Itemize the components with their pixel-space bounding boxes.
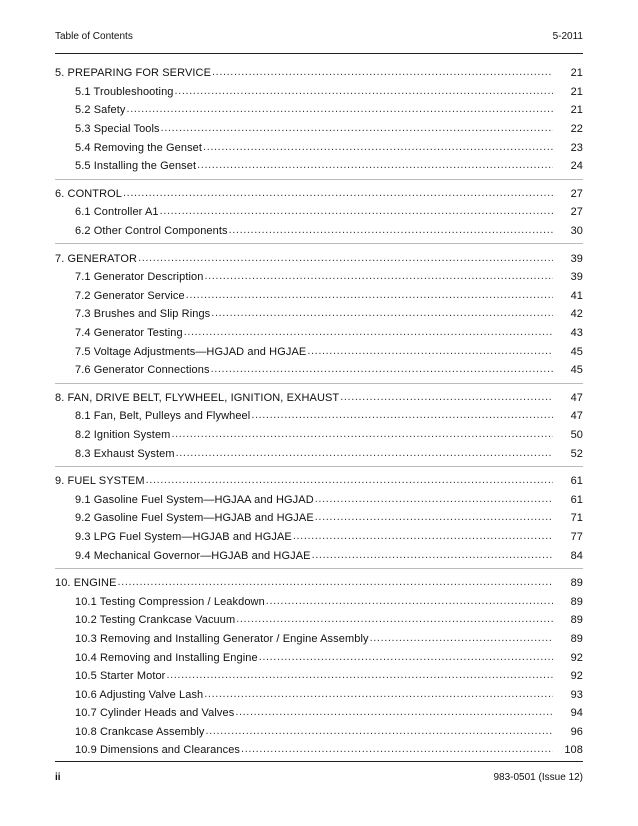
toc-subentry[interactable] [55, 287, 583, 306]
toc-entry-page: 50 [570, 428, 583, 441]
toc-entry-title: 5. PREPARING FOR SERVICE [55, 67, 212, 80]
footer-rule [55, 761, 583, 762]
toc-entry-title: 6.2 Other Control Components [75, 225, 228, 238]
toc-entry-title: 9.4 Mechanical Governor—HGJAB and HGJAE [75, 549, 311, 562]
dot-leader [307, 346, 553, 358]
toc-section-entry[interactable] [55, 185, 583, 204]
toc-entry-title: 7.3 Brushes and Slip Rings [75, 308, 211, 321]
dot-leader [211, 364, 553, 376]
toc-entry-page: 39 [570, 252, 583, 265]
toc-subentry[interactable] [55, 444, 583, 463]
header-title: Table of Contents [55, 30, 133, 42]
toc-entry-page: 89 [570, 595, 583, 608]
toc-subentry[interactable] [55, 407, 583, 426]
dot-leader [166, 670, 553, 682]
dot-leader [203, 142, 553, 154]
toc-entry-page: 27 [570, 206, 583, 219]
dot-leader [127, 104, 553, 116]
toc-entry-page: 45 [570, 345, 583, 358]
toc-entry-page: 108 [564, 744, 583, 757]
toc-entry-title: 8.1 Fan, Belt, Pulleys and Flywheel [75, 410, 251, 423]
toc-entry-title: 10.7 Cylinder Heads and Valves [75, 707, 235, 720]
document-page [55, 0, 583, 826]
dot-leader [186, 290, 553, 302]
toc-entry-title: 7. GENERATOR [55, 252, 138, 265]
toc-entry-title: 10. ENGINE [55, 577, 117, 590]
dot-leader [229, 225, 553, 237]
toc-entry-title: 9.2 Gasoline Fuel System—HGJAB and HGJAE [75, 512, 314, 525]
toc-entry-title: 5.2 Safety [75, 104, 126, 117]
toc-subentry[interactable] [55, 305, 583, 324]
toc-subentry[interactable] [55, 648, 583, 667]
dot-leader [138, 253, 553, 265]
toc-entry-title: 8. FAN, DRIVE BELT, FLYWHEEL, IGNITION, EXHAUST [55, 391, 340, 404]
toc-entry-title: 10.3 Removing and Installing Generator / Engine Assembly [75, 632, 369, 645]
toc-section-entry[interactable] [55, 249, 583, 268]
toc-entry-title: 7.6 Generator Connections [75, 364, 210, 377]
toc-entry-page: 23 [570, 141, 583, 154]
toc-entry-page: 22 [570, 123, 583, 136]
toc-entry-title: 5.3 Special Tools [75, 123, 160, 136]
toc-entry-page: 84 [570, 549, 583, 562]
toc-subentry[interactable] [55, 120, 583, 139]
dot-leader [259, 652, 553, 664]
toc-section-entry[interactable] [55, 574, 583, 593]
toc-section [55, 64, 583, 180]
toc-subentry[interactable] [55, 704, 583, 723]
toc-subentry[interactable] [55, 685, 583, 704]
page-footer [55, 770, 583, 784]
toc-entry-page: 89 [570, 632, 583, 645]
toc-subentry[interactable] [55, 83, 583, 102]
toc-entry-page: 77 [570, 530, 583, 543]
toc-entry-page: 27 [570, 187, 583, 200]
toc-subentry[interactable] [55, 361, 583, 380]
dot-leader [123, 188, 553, 200]
toc-subentry[interactable] [55, 528, 583, 547]
toc-entry-title: 10.8 Crankcase Assembly [75, 725, 205, 738]
dot-leader [315, 512, 553, 524]
header-rule [55, 53, 583, 54]
toc-subentry[interactable] [55, 324, 583, 343]
toc-entry-page: 43 [570, 327, 583, 340]
toc-entry-title: 10.5 Starter Motor [75, 670, 166, 683]
toc-subentry[interactable] [55, 203, 583, 222]
dot-leader [251, 410, 553, 422]
dot-leader [175, 86, 553, 98]
toc-subentry[interactable] [55, 546, 583, 565]
toc-entry-page: 89 [570, 577, 583, 590]
toc-subentry[interactable] [55, 611, 583, 630]
toc-subentry[interactable] [55, 723, 583, 742]
toc-entry-title: 5.1 Troubleshooting [75, 85, 174, 98]
toc-subentry[interactable] [55, 741, 583, 760]
toc-entry-page: 61 [570, 475, 583, 488]
dot-leader [370, 633, 553, 645]
toc-entry-page: 30 [570, 225, 583, 238]
toc-entry-page: 21 [570, 67, 583, 80]
toc-entry-title: 9.1 Gasoline Fuel System—HGJAA and HGJAD [75, 493, 314, 506]
toc-subentry[interactable] [55, 509, 583, 528]
toc-entry-title: 7.1 Generator Description [75, 271, 204, 284]
toc-entry-title: 10.2 Testing Crankcase Vacuum [75, 614, 236, 627]
toc-entry-page: 71 [570, 512, 583, 525]
dot-leader [205, 726, 553, 738]
dot-leader [184, 327, 553, 339]
toc-entry-page: 89 [570, 614, 583, 627]
toc-subentry[interactable] [55, 157, 583, 176]
toc-section [55, 472, 583, 569]
dot-leader [315, 494, 553, 506]
dot-leader [146, 475, 553, 487]
dot-leader [211, 308, 553, 320]
toc-section [55, 185, 583, 245]
toc-entry-title: 7.5 Voltage Adjustments—HGJAD and HGJAE [75, 345, 307, 358]
toc-entry-title: 6. CONTROL [55, 187, 123, 200]
toc-entry-title: 7.2 Generator Service [75, 289, 185, 302]
dot-leader [176, 448, 553, 460]
dot-leader [160, 206, 553, 218]
toc-subentry[interactable] [55, 667, 583, 686]
header-date: 5-2011 [552, 30, 583, 42]
toc-entry-title: 9. FUEL SYSTEM [55, 475, 145, 488]
toc-section [55, 389, 583, 467]
dot-leader [241, 744, 553, 756]
toc-entry-page: 52 [570, 447, 583, 460]
toc-subentry[interactable] [55, 592, 583, 611]
toc-entry-page: 41 [570, 289, 583, 302]
toc-section [55, 574, 583, 763]
toc-entry-title: 9.3 LPG Fuel System—HGJAB and HGJAE [75, 530, 292, 543]
toc-entry-page: 94 [570, 707, 583, 720]
dot-leader [197, 160, 553, 172]
toc-entry-title: 8.2 Ignition System [75, 428, 171, 441]
dot-leader [266, 596, 553, 608]
toc-entry-page: 92 [570, 651, 583, 664]
toc-section-entry[interactable] [55, 64, 583, 83]
dot-leader [118, 577, 553, 589]
toc-entry-title: 10.6 Adjusting Valve Lash [75, 688, 204, 701]
dot-leader [340, 392, 553, 404]
table-of-contents [55, 64, 583, 768]
toc-entry-page: 45 [570, 364, 583, 377]
toc-entry-title: 10.1 Testing Compression / Leakdown [75, 595, 265, 608]
toc-entry-page: 93 [570, 688, 583, 701]
toc-entry-page: 47 [570, 410, 583, 423]
dot-leader [161, 123, 553, 135]
toc-entry-page: 21 [570, 85, 583, 98]
toc-entry-page: 47 [570, 391, 583, 404]
toc-subentry[interactable] [55, 101, 583, 120]
toc-entry-title: 10.4 Removing and Installing Engine [75, 651, 258, 664]
toc-section-entry[interactable] [55, 472, 583, 491]
dot-leader [236, 614, 553, 626]
document-id: 983-0501 (Issue 12) [493, 771, 583, 783]
toc-entry-page: 39 [570, 271, 583, 284]
toc-subentry[interactable] [55, 138, 583, 157]
toc-entry-title: 7.4 Generator Testing [75, 327, 183, 340]
dot-leader [312, 550, 553, 562]
page-number: ii [55, 771, 61, 783]
toc-entry-page: 92 [570, 670, 583, 683]
toc-entry-title: 5.5 Installing the Genset [75, 160, 197, 173]
toc-subentry[interactable] [55, 342, 583, 361]
dot-leader [235, 707, 553, 719]
toc-entry-title: 8.3 Exhaust System [75, 447, 175, 460]
dot-leader [212, 67, 553, 79]
toc-entry-title: 5.4 Removing the Genset [75, 141, 203, 154]
toc-subentry[interactable] [55, 426, 583, 445]
toc-subentry[interactable] [55, 630, 583, 649]
dot-leader [204, 271, 553, 283]
toc-entry-page: 42 [570, 308, 583, 321]
dot-leader [171, 429, 553, 441]
toc-subentry[interactable] [55, 222, 583, 241]
toc-entry-page: 61 [570, 493, 583, 506]
dot-leader [204, 689, 553, 701]
toc-subentry[interactable] [55, 268, 583, 287]
toc-subentry[interactable] [55, 490, 583, 509]
toc-section [55, 249, 583, 383]
toc-entry-title: 6.1 Controller A1 [75, 206, 159, 219]
dot-leader [293, 531, 553, 543]
toc-entry-page: 96 [570, 725, 583, 738]
toc-section-entry[interactable] [55, 389, 583, 408]
page-header [55, 29, 583, 43]
toc-entry-page: 21 [570, 104, 583, 117]
toc-entry-title: 10.9 Dimensions and Clearances [75, 744, 241, 757]
toc-entry-page: 24 [570, 160, 583, 173]
